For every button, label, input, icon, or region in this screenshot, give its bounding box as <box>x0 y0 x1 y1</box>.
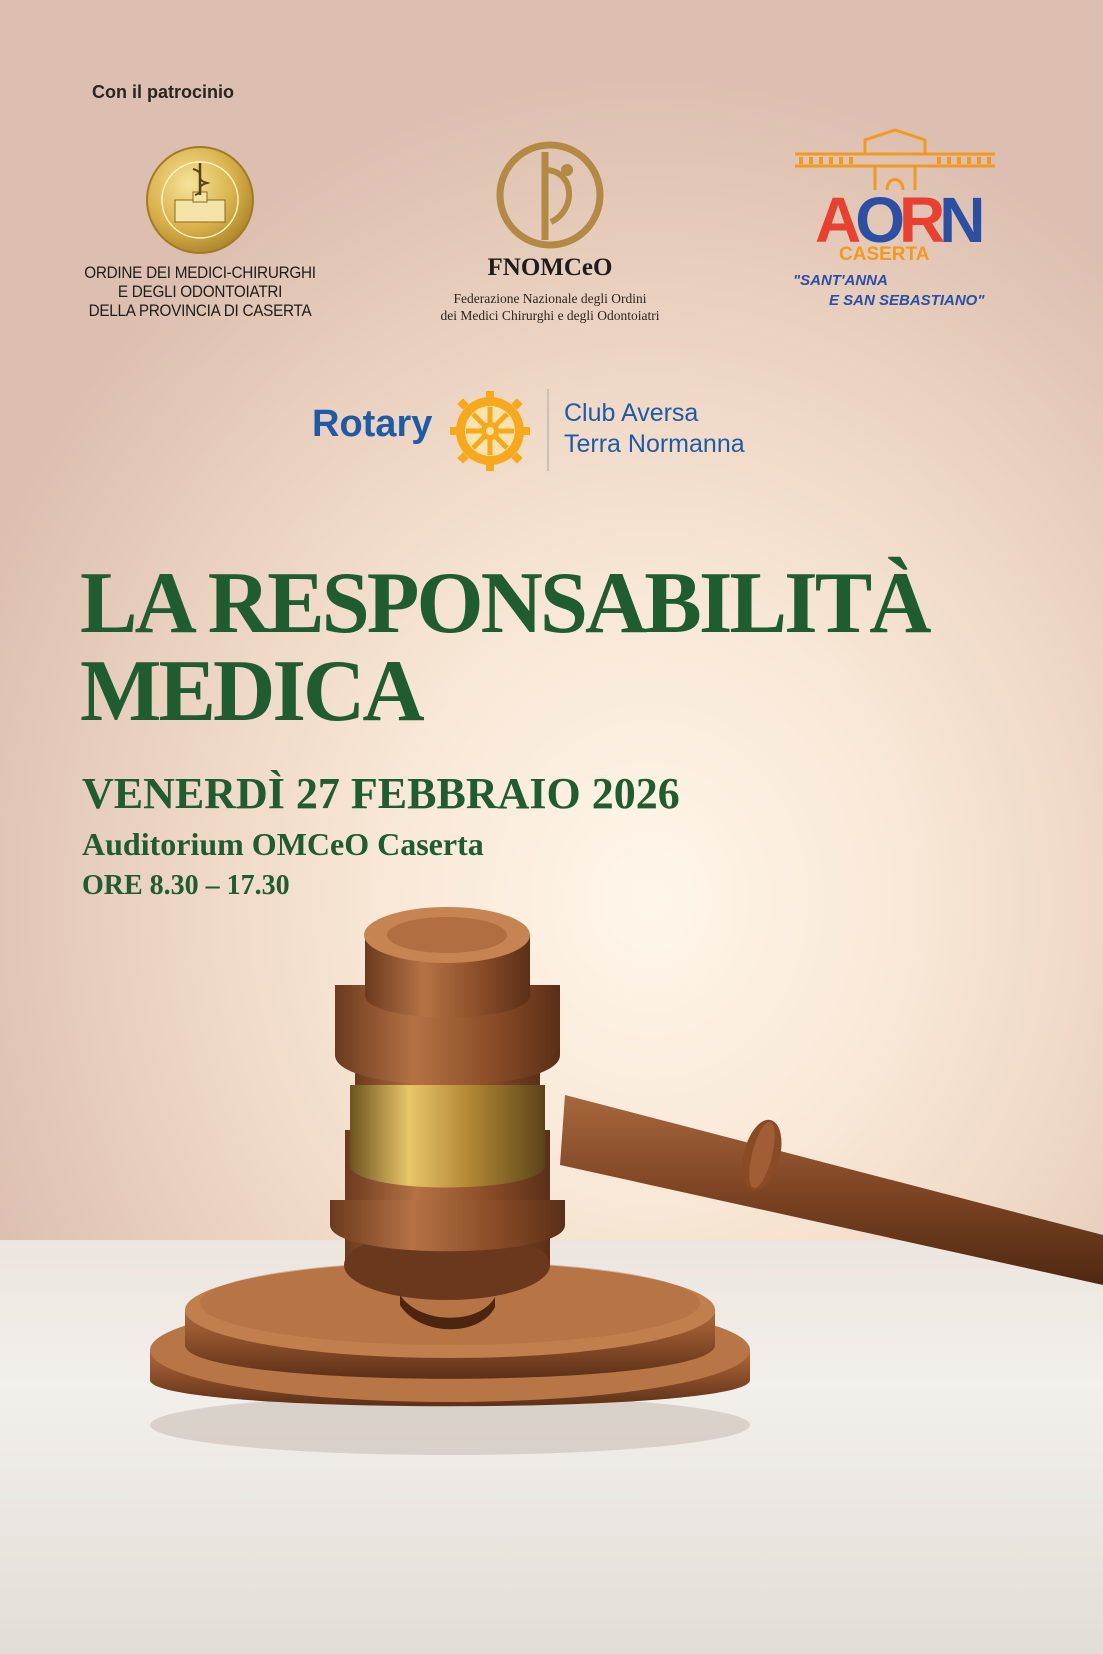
rotary-logo <box>312 385 782 475</box>
omceo-caserta-logo <box>70 145 330 325</box>
aorn-tagline-1: "SANT'ANNA <box>793 272 888 289</box>
event-venue: Auditorium OMCeO Caserta <box>82 826 484 862</box>
fnomceo-line-2: dei Medici Chirurghi e degli Odontoiatri <box>440 308 660 323</box>
omceo-line-1: ORDINE DEI MEDICI-CHIRURGHI <box>84 263 316 282</box>
rotary-divider <box>547 389 549 471</box>
rotary-club-name <box>564 398 745 460</box>
rotary-word: Rotary <box>312 403 433 445</box>
omceo-caserta-name <box>83 263 317 320</box>
caduceus-seal-icon <box>145 145 255 255</box>
event-date: VENERDÌ 27 FEBBRAIO 2026 <box>82 769 680 818</box>
judge-gavel-icon <box>150 905 1103 1465</box>
rotary-club-line-2: Terra Normanna <box>564 430 745 458</box>
omceo-line-3: DELLA PROVINCIA DI CASERTA <box>88 301 312 320</box>
svg-text:AORN AORN: AORN <box>815 184 980 256</box>
aorn-tagline-2: E SAN SEBASTIANO" <box>829 292 985 309</box>
event-title-line-1: LA RESPONSABILITÀ <box>80 555 929 652</box>
rotary-wheel-icon <box>450 391 530 471</box>
fnomceo-mark-icon <box>495 140 605 250</box>
fnomceo-logo <box>410 140 690 330</box>
event-time: ORE 8.30 – 17.30 <box>82 870 290 901</box>
event-title <box>80 555 1070 740</box>
rotary-club-line-1: Club Aversa <box>564 399 699 427</box>
event-title-line-2: MEDICA <box>80 643 422 740</box>
aorn-tagline <box>793 271 1013 311</box>
omceo-line-2: E DEGLI ODONTOIATRI <box>117 282 283 301</box>
fnomceo-full-name <box>410 290 690 324</box>
patronage-label: Con il patrocinio <box>92 82 234 102</box>
aorn-city: CASERTA <box>839 244 930 265</box>
aorn-caserta-logo <box>785 130 1005 320</box>
fnomceo-line-1: Federazione Nazionale degli Ordini <box>453 291 647 306</box>
fnomceo-name: FNOMCeO <box>487 254 613 281</box>
